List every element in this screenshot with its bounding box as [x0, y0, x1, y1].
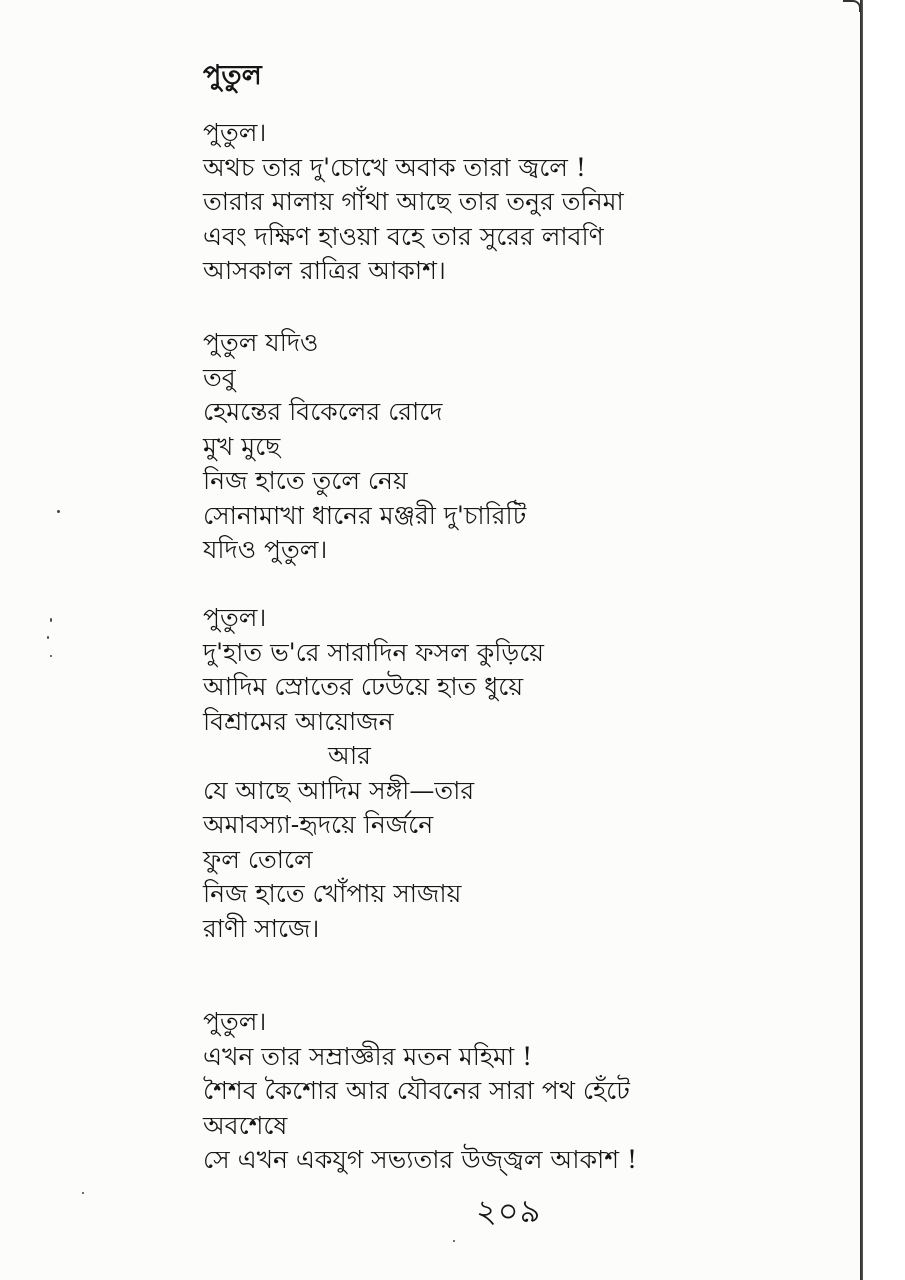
poem-line: তবু	[203, 362, 236, 392]
poem-line: অমাবস্যা-হৃদয়ে নির্জনে	[203, 810, 434, 839]
poem-line: মুখ মুছে	[203, 431, 281, 461]
page-edge-shadow	[860, 0, 863, 1280]
poem-line: অবশেষে	[203, 1110, 288, 1140]
poem-line: যদিও পুতুল।	[203, 535, 328, 564]
scan-speck	[50, 655, 52, 657]
scan-speck	[47, 636, 49, 639]
scan-speck	[57, 510, 60, 513]
page-number: ২০৯	[476, 1192, 542, 1230]
poem-line: তারার মালায় গাঁথা আছে তার তনুর তনিমা	[203, 187, 624, 216]
stanza-4	[203, 1005, 637, 1178]
poem-line: এখন তার সম্রাজ্ঞীর মতন মহিমা !	[203, 1041, 533, 1071]
poem-line: ফুল তোলে	[203, 844, 313, 874]
poem-line: পুতুল।	[203, 1007, 267, 1036]
page-corner-curl	[843, 0, 861, 12]
poem-line-indented: আর	[328, 741, 371, 770]
poem-line: আসকাল রাত্রির আকাশ।	[203, 256, 446, 285]
poem-line: রাণী সাজে।	[203, 913, 320, 943]
poem-line: বিশ্রামের আয়োজন	[203, 706, 394, 736]
poem-line: আদিম স্রোতের ঢেউয়ে হাত ধুয়ে	[203, 672, 524, 701]
scan-speck	[82, 1192, 84, 1194]
poem-line: নিজ হাতে খোঁপায় সাজায়	[203, 879, 462, 908]
poem-line: সোনামাখা ধানের মঞ্জরী দু'চারিটি	[203, 500, 527, 530]
stanza-3	[203, 601, 544, 946]
poem-line: হেমন্তের বিকেলের রোদে	[203, 397, 443, 426]
poem-line: শৈশব কৈশোর আর যৌবনের সারা পথ হেঁটে	[203, 1076, 630, 1105]
poem-line: নিজ হাতে তুলে নেয়	[203, 466, 408, 495]
poem-line: দু'হাত ভ'রে সারাদিন ফসল কুড়িয়ে	[203, 637, 544, 667]
poem-title: পুতুল	[203, 60, 262, 91]
poem-line: এবং দক্ষিণ হাওয়া বহে তার সুরের লাবণি	[203, 221, 604, 251]
poem-line: যে আছে আদিম সঙ্গী—তার	[203, 775, 475, 805]
poem-line: পুতুল যদিও	[203, 328, 319, 357]
scan-speck	[50, 618, 52, 622]
stanza-1	[203, 116, 624, 289]
scan-speck	[453, 1240, 455, 1242]
poem-line: পুতুল।	[203, 603, 267, 632]
poem-line: সে এখন একযুগ সভ্যতার উজ্জ্বল আকাশ !	[203, 1145, 638, 1174]
poem-line: পুতুল।	[203, 118, 267, 147]
poem-line: অথচ তার দু'চোখে অবাক তারা জ্বলে !	[203, 152, 586, 182]
stanza-2	[203, 326, 526, 568]
page-gutter	[863, 0, 905, 1280]
